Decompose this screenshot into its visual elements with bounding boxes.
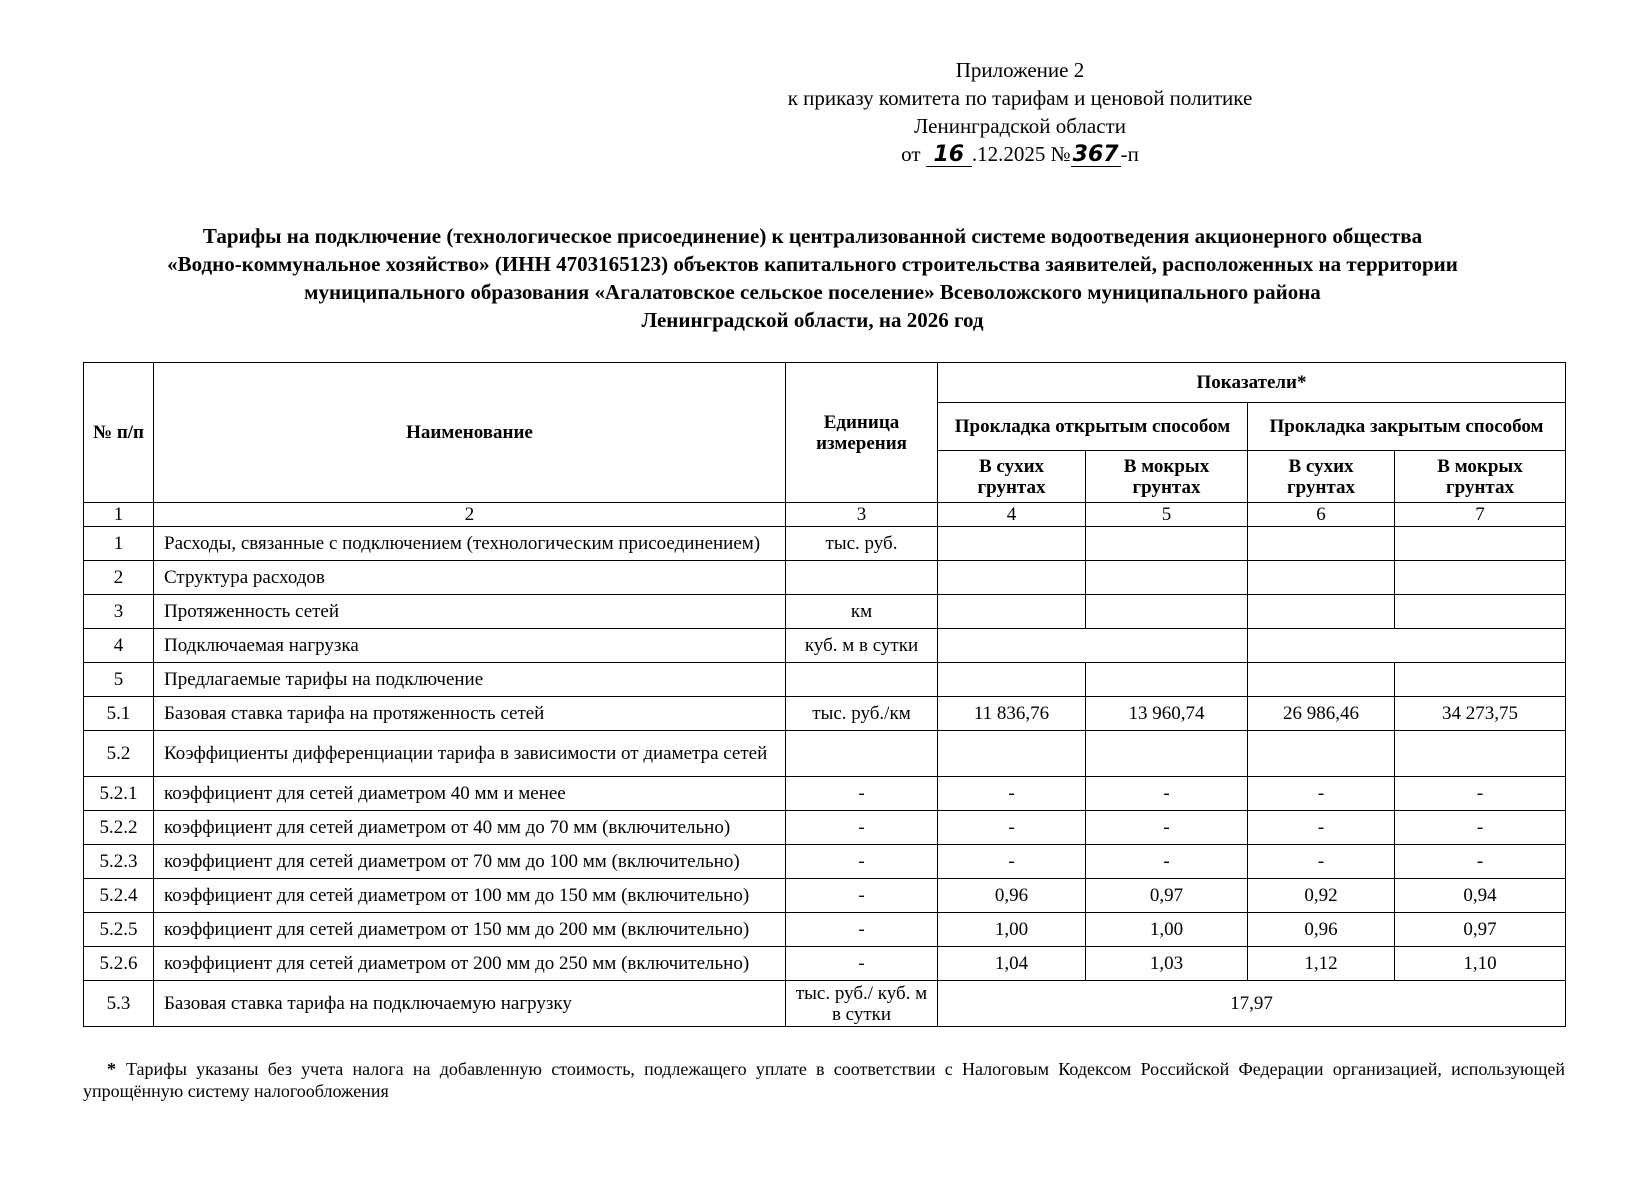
row-num: 5.2.2 — [84, 811, 154, 845]
table-row — [84, 561, 1566, 595]
row-name: коэффициент для сетей диаметром от 40 мм до 70 мм (включительно) — [154, 811, 786, 845]
row-value — [1248, 595, 1395, 629]
col-number: 1 — [84, 503, 154, 527]
row-unit: - — [786, 947, 938, 981]
row-name: коэффициент для сетей диаметром от 100 мм до 150 мм (включительно) — [154, 879, 786, 913]
row-value — [938, 561, 1086, 595]
row-value: 0,96 — [1248, 913, 1395, 947]
row-num: 5.3 — [84, 981, 154, 1027]
row-value: 1,10 — [1395, 947, 1566, 981]
row-unit: - — [786, 777, 938, 811]
row-value — [1395, 561, 1566, 595]
row-value: 1,04 — [938, 947, 1086, 981]
row-unit: куб. м в сутки — [786, 629, 938, 663]
row-name: Базовая ставка тарифа на протяженность сетей — [154, 697, 786, 731]
row-num: 5.2.1 — [84, 777, 154, 811]
row-value: 13 960,74 — [1086, 697, 1248, 731]
table-row — [84, 981, 1566, 1027]
row-unit: км — [786, 595, 938, 629]
row-name: коэффициент для сетей диаметром 40 мм и менее — [154, 777, 786, 811]
row-num: 1 — [84, 527, 154, 561]
row-value: 34 273,75 — [1395, 697, 1566, 731]
column-number-row — [84, 503, 1566, 527]
header-closed-dry: В сухих грунтах — [1248, 451, 1395, 503]
appendix-title: Приложение 2 — [955, 58, 1085, 82]
order-number-handwritten: 367 — [1071, 144, 1121, 167]
header-open-method: Прокладка открытым способом — [938, 403, 1248, 451]
table-row — [84, 629, 1566, 663]
row-unit — [786, 663, 938, 697]
row-value — [938, 595, 1086, 629]
table-row — [84, 697, 1566, 731]
row-name: Протяженность сетей — [154, 595, 786, 629]
footnote — [83, 1058, 1565, 1102]
row-num: 5.2.3 — [84, 845, 154, 879]
row-name: Подключаемая нагрузка — [154, 629, 786, 663]
row-unit: - — [786, 811, 938, 845]
table-row — [84, 879, 1566, 913]
row-value: 1,12 — [1248, 947, 1395, 981]
header-closed-wet: В мокрых грунтах — [1395, 451, 1566, 503]
row-value: 1,03 — [1086, 947, 1248, 981]
appendix-block — [700, 56, 1340, 168]
date-day-handwritten: 16 — [926, 144, 972, 167]
col-number: 3 — [786, 503, 938, 527]
row-value: 17,97 — [938, 981, 1566, 1027]
row-value: - — [1395, 811, 1566, 845]
row-value: 0,97 — [1086, 879, 1248, 913]
table-row — [84, 845, 1566, 879]
tariff-table — [83, 362, 1566, 1027]
row-value: - — [1086, 777, 1248, 811]
row-value: - — [1086, 811, 1248, 845]
header-closed-method: Прокладка закрытым способом — [1248, 403, 1566, 451]
row-value — [1248, 663, 1395, 697]
row-value — [938, 629, 1248, 663]
appendix-order-ref: к приказу комитета по тарифам и ценовой политике — [787, 86, 1253, 110]
row-value: 0,94 — [1395, 879, 1566, 913]
row-value — [1086, 663, 1248, 697]
col-number: 2 — [154, 503, 786, 527]
row-num: 3 — [84, 595, 154, 629]
footnote-text: Тарифы указаны без учета налога на добавленную стоимость, подлежащего уплате в соответствии с Налоговым Кодексом Российской Федерации организацией, использующей упрощённую систему налогообложения — [83, 1059, 1565, 1101]
title-line-2: «Водно-коммунальное хозяйство» (ИНН 4703165123) объектов капитального строительства заявителей, расположенных на территории — [167, 252, 1458, 276]
row-name: коэффициент для сетей диаметром от 70 мм до 100 мм (включительно) — [154, 845, 786, 879]
row-name: коэффициент для сетей диаметром от 200 мм до 250 мм (включительно) — [154, 947, 786, 981]
row-value — [1248, 629, 1566, 663]
row-num: 5.2.5 — [84, 913, 154, 947]
date-rest: .12.2025 № — [971, 142, 1071, 166]
row-name: коэффициент для сетей диаметром от 150 мм до 200 мм (включительно) — [154, 913, 786, 947]
row-value — [1086, 595, 1248, 629]
header-unit: Единица измерения — [786, 363, 938, 503]
row-unit: тыс. руб./км — [786, 697, 938, 731]
header-open-dry: В сухих грунтах — [938, 451, 1086, 503]
row-num: 5.2 — [84, 731, 154, 777]
table-row — [84, 947, 1566, 981]
row-unit: - — [786, 879, 938, 913]
footnote-star: * — [107, 1059, 116, 1079]
row-value — [1086, 527, 1248, 561]
row-unit: - — [786, 845, 938, 879]
row-value — [1395, 527, 1566, 561]
row-unit — [786, 731, 938, 777]
row-name: Базовая ставка тарифа на подключаемую нагрузку — [154, 981, 786, 1027]
row-name: Предлагаемые тарифы на подключение — [154, 663, 786, 697]
row-value — [1086, 731, 1248, 777]
row-value — [1395, 663, 1566, 697]
row-value: 0,96 — [938, 879, 1086, 913]
row-num: 5.1 — [84, 697, 154, 731]
row-value: - — [1248, 777, 1395, 811]
table-row — [84, 731, 1566, 777]
table-row — [84, 527, 1566, 561]
row-value: - — [1248, 811, 1395, 845]
title-line-1: Тарифы на подключение (технологическое присоединение) к централизованной системе водоотведения акционерного общества — [202, 224, 1423, 248]
appendix-region: Ленинградской области — [914, 114, 1126, 138]
title-line-4: Ленинградской области, на 2026 год — [641, 308, 984, 332]
row-value — [1395, 731, 1566, 777]
col-number: 7 — [1395, 503, 1566, 527]
row-value: 1,00 — [1086, 913, 1248, 947]
order-suffix: -п — [1120, 142, 1139, 166]
row-unit: тыс. руб./ куб. м в сутки — [786, 981, 938, 1027]
row-unit: тыс. руб. — [786, 527, 938, 561]
row-unit: - — [786, 913, 938, 947]
row-value: - — [1086, 845, 1248, 879]
header-num: № п/п — [84, 363, 154, 503]
header-name: Наименование — [154, 363, 786, 503]
row-unit — [786, 561, 938, 595]
header-indicators: Показатели* — [938, 363, 1566, 403]
row-value — [938, 731, 1086, 777]
row-value — [1248, 731, 1395, 777]
row-value: 26 986,46 — [1248, 697, 1395, 731]
row-value: 0,92 — [1248, 879, 1395, 913]
title-line-3: муниципального образования «Агалатовское сельское поселение» Всеволожского муниципального района — [304, 280, 1321, 304]
row-num: 4 — [84, 629, 154, 663]
row-value: - — [938, 811, 1086, 845]
row-value — [1248, 527, 1395, 561]
row-num: 5.2.6 — [84, 947, 154, 981]
col-number: 5 — [1086, 503, 1248, 527]
table-row — [84, 811, 1566, 845]
row-value: - — [1395, 777, 1566, 811]
row-value: 11 836,76 — [938, 697, 1086, 731]
row-value: - — [938, 777, 1086, 811]
row-name: Расходы, связанные с подключением (технологическим присоединением) — [154, 527, 786, 561]
header-open-wet: В мокрых грунтах — [1086, 451, 1248, 503]
row-value: 0,97 — [1395, 913, 1566, 947]
row-num: 5.2.4 — [84, 879, 154, 913]
row-name: Структура расходов — [154, 561, 786, 595]
table-row — [84, 777, 1566, 811]
col-number: 4 — [938, 503, 1086, 527]
col-number: 6 — [1248, 503, 1395, 527]
row-value: 1,00 — [938, 913, 1086, 947]
row-name: Коэффициенты дифференциации тарифа в зависимости от диаметра сетей — [154, 731, 786, 777]
row-value — [938, 527, 1086, 561]
row-num: 5 — [84, 663, 154, 697]
row-value — [1086, 561, 1248, 595]
row-value: - — [938, 845, 1086, 879]
table-row — [84, 595, 1566, 629]
row-value: - — [1248, 845, 1395, 879]
row-value — [938, 663, 1086, 697]
table-row — [84, 913, 1566, 947]
row-value — [1395, 595, 1566, 629]
row-num: 2 — [84, 561, 154, 595]
document-title — [80, 222, 1545, 334]
row-value — [1248, 561, 1395, 595]
appendix-date-line — [700, 140, 1340, 168]
date-prefix: от — [901, 142, 921, 166]
table-row — [84, 663, 1566, 697]
row-value: - — [1395, 845, 1566, 879]
